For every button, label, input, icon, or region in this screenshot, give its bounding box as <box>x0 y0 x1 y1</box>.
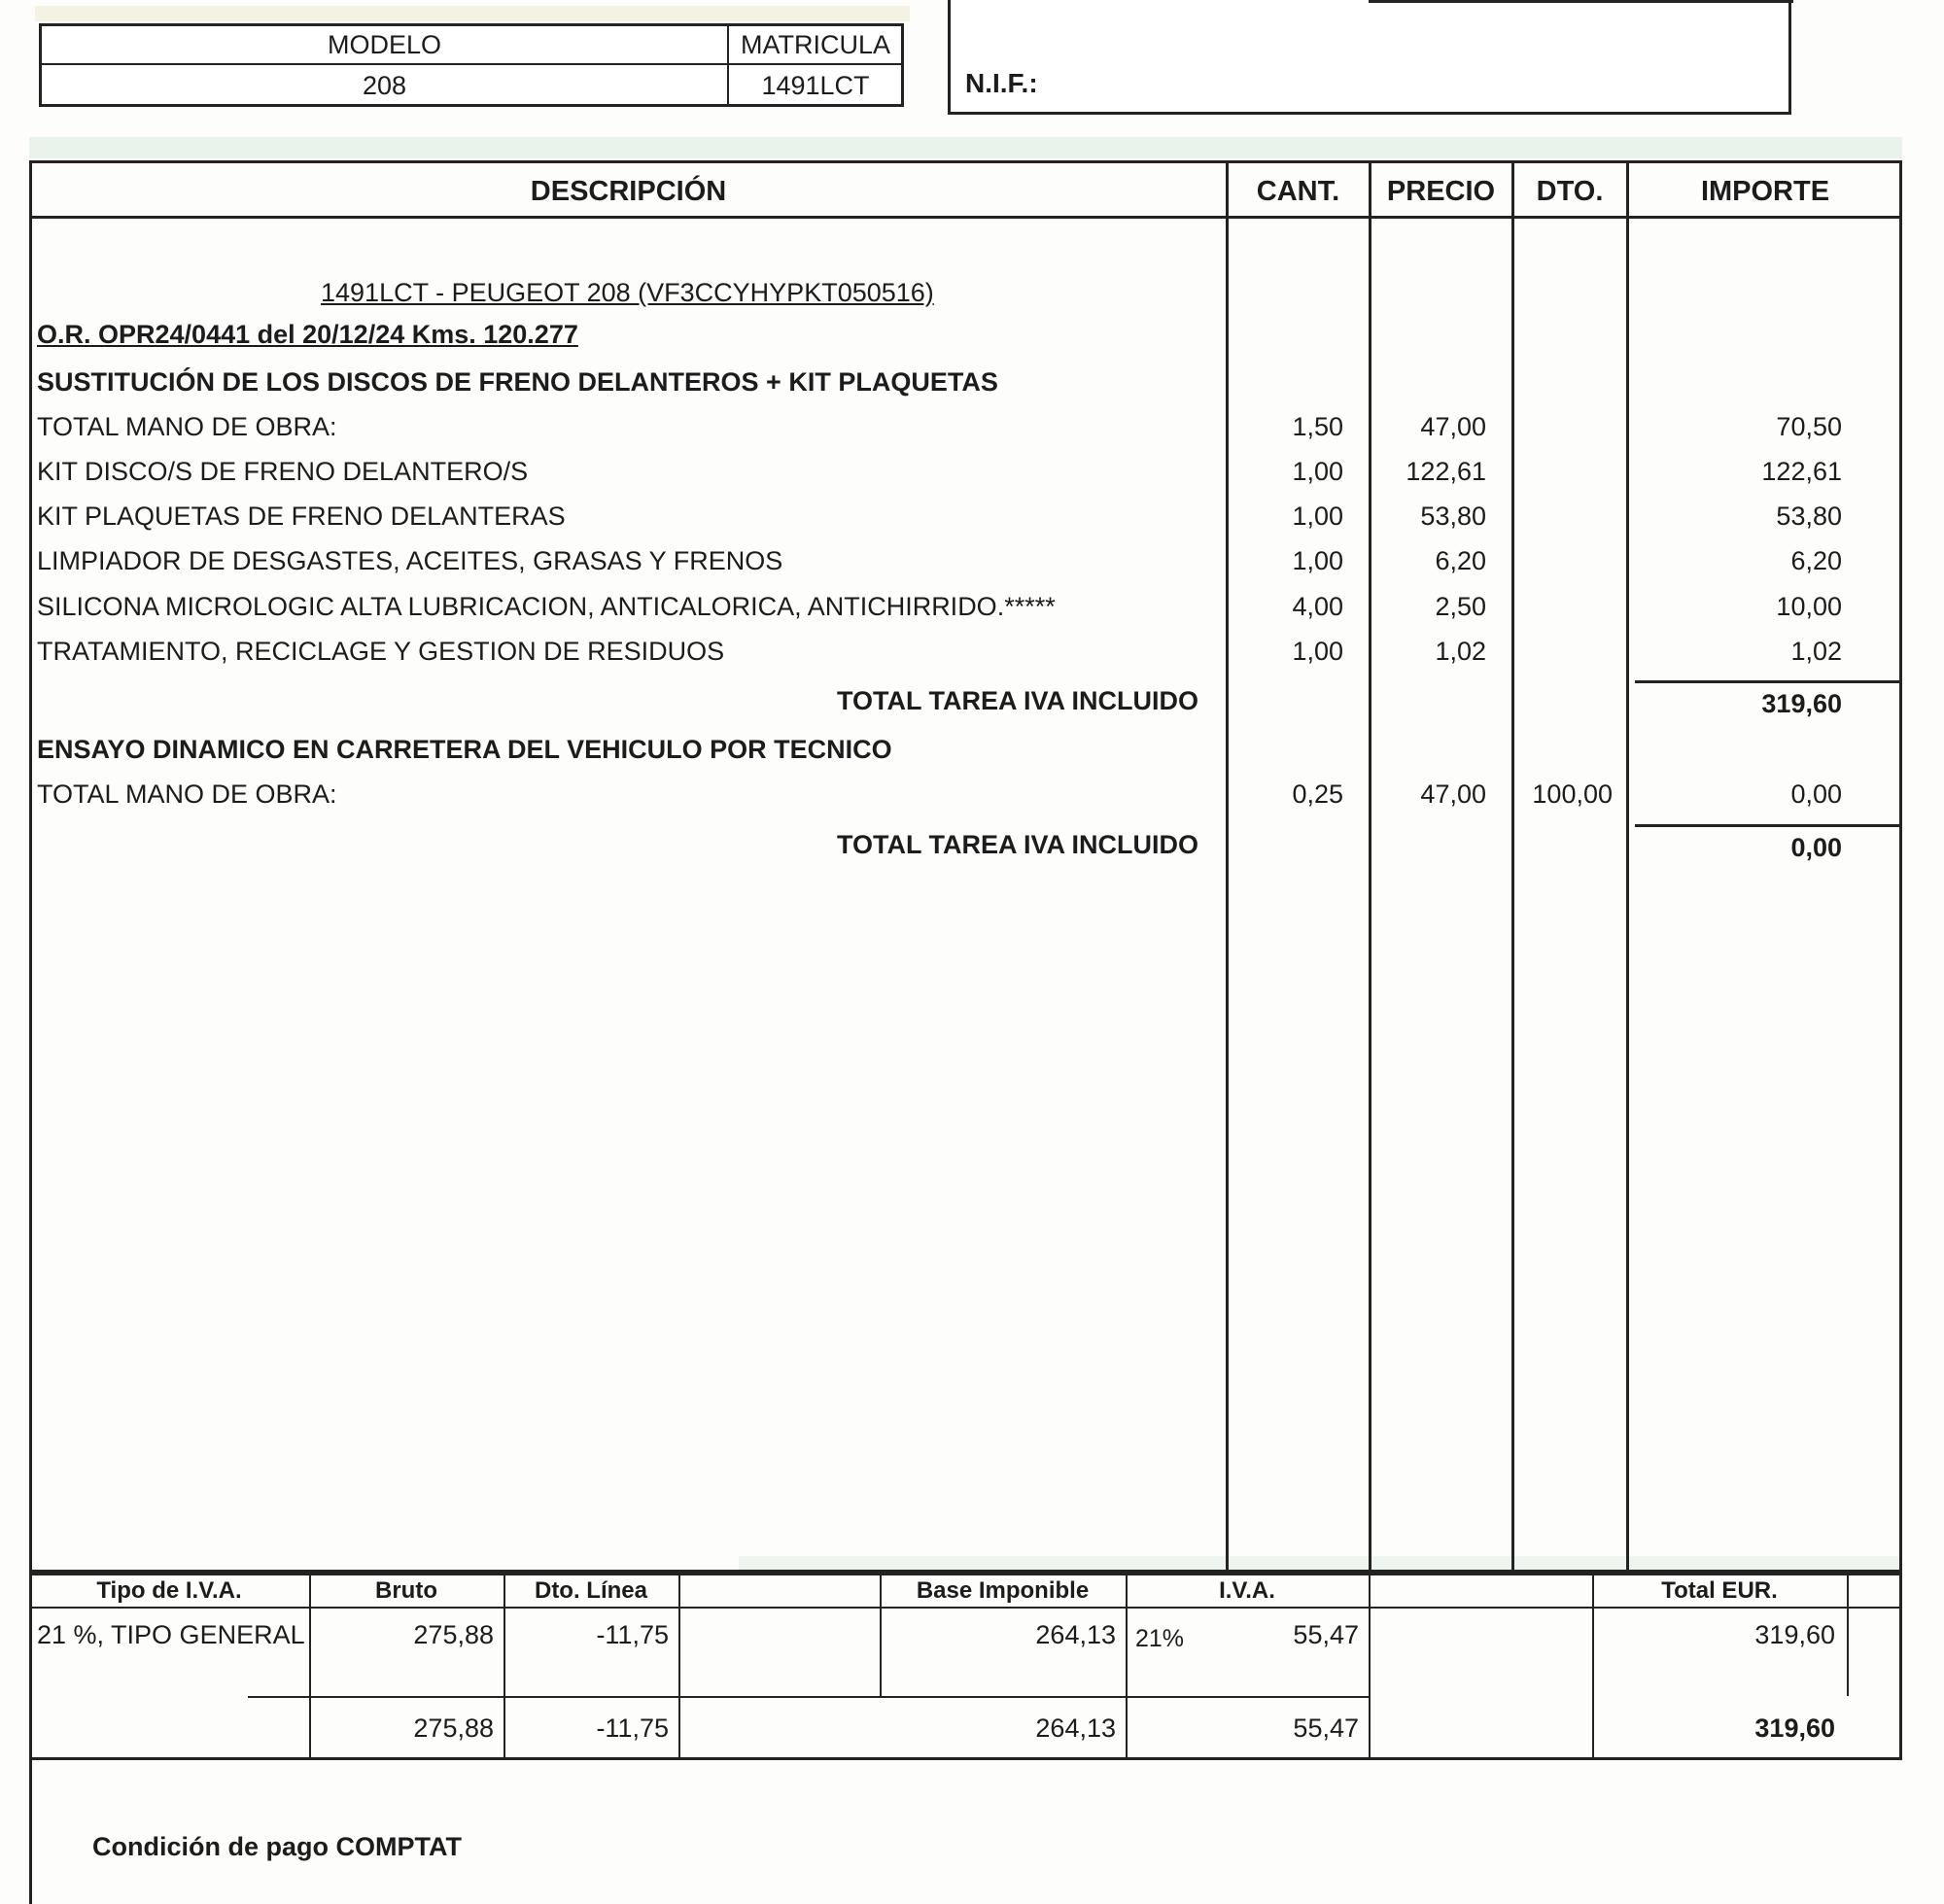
section-title-row <box>29 729 1902 770</box>
line-item-row <box>29 540 1902 581</box>
item-price: 6,20 <box>1435 546 1486 575</box>
task-total-amount: 0,00 <box>1635 824 1902 868</box>
task-total-row <box>29 680 1902 721</box>
col-header-dto: DTO. <box>1536 176 1604 207</box>
header-divider <box>29 216 1902 219</box>
line-item-row <box>29 406 1902 447</box>
item-amount: 1,02 <box>1790 637 1842 666</box>
vat-row-dto-linea: -11,75 <box>596 1620 669 1649</box>
vat-totals-iva: 55,47 <box>1293 1714 1359 1743</box>
item-qty: 0,25 <box>1292 779 1343 809</box>
vehicle-title-line: 1491LCT - PEUGEOT 208 (VF3CCYHYPKT050516) <box>321 278 934 307</box>
item-description: SUSTITUCIÓN DE LOS DISCOS DE FRENO DELANTEROS + KIT PLAQUETAS <box>37 367 998 397</box>
payment-condition: Condición de pago COMPTAT <box>92 1832 462 1861</box>
vat-row-iva: 55,47 <box>1293 1620 1359 1649</box>
item-description: TOTAL MANO DE OBRA: <box>37 779 337 809</box>
vat-header-bruto: Bruto <box>375 1577 437 1604</box>
task-total-row <box>29 824 1902 865</box>
vat-header-base-imponible: Base Imponible <box>916 1577 1090 1604</box>
nif-label: N.I.F.: <box>965 68 1038 98</box>
item-qty: 1,50 <box>1292 412 1343 441</box>
item-qty: 1,00 <box>1292 502 1343 531</box>
vat-header-total-eur: Total EUR. <box>1661 1577 1778 1604</box>
item-qty: 1,00 <box>1292 457 1343 486</box>
border-line <box>29 1573 32 1904</box>
work-order-line: O.R. OPR24/0441 del 20/12/24 Kms. 120.277 <box>37 320 578 349</box>
item-description: KIT PLAQUETAS DE FRENO DELANTERAS <box>37 502 566 531</box>
border-line <box>29 1757 1902 1760</box>
vat-row-total: 319,60 <box>1754 1620 1835 1649</box>
vat-row-base-imponible: 264,13 <box>1035 1620 1116 1649</box>
item-price: 1,02 <box>1435 637 1486 666</box>
line-item-row <box>29 631 1902 672</box>
line-item-row <box>29 774 1902 814</box>
item-qty: 1,00 <box>1292 637 1343 666</box>
vat-totals-dto-linea: -11,75 <box>596 1714 669 1743</box>
column-divider <box>1369 1573 1371 1757</box>
item-amount: 70,50 <box>1776 412 1842 441</box>
modelo-header-cell: MODELO <box>327 30 442 59</box>
item-description: KIT DISCO/S DE FRENO DELANTERO/S <box>37 457 529 486</box>
item-discount: 100,00 <box>1532 779 1613 809</box>
item-description: SILICONA MICROLOGIC ALTA LUBRICACION, ANTICALORICA, ANTICHIRRIDO.***** <box>37 592 1056 621</box>
matricula-header-cell: MATRICULA <box>740 30 890 59</box>
item-price: 2,50 <box>1435 592 1486 621</box>
scan-artifact <box>35 6 910 21</box>
task-total-label: TOTAL TAREA IVA INCLUIDO <box>837 830 1198 859</box>
vat-totals-bruto: 275,88 <box>413 1714 494 1743</box>
task-total-amount: 319,60 <box>1635 680 1902 724</box>
border-line <box>1369 0 1793 3</box>
item-description: ENSAYO DINAMICO EN CARRETERA DEL VEHICULO POR TECNICO <box>37 735 892 764</box>
item-price: 53,80 <box>1420 502 1486 531</box>
column-divider <box>678 1573 680 1757</box>
item-qty: 4,00 <box>1292 592 1343 621</box>
item-price: 47,00 <box>1420 412 1486 441</box>
column-divider <box>1847 1573 1849 1696</box>
item-amount: 122,61 <box>1761 457 1842 486</box>
line-item-row <box>29 586 1902 627</box>
item-amount: 6,20 <box>1790 546 1842 575</box>
item-price: 47,00 <box>1420 779 1486 809</box>
scan-artifact <box>29 137 1902 158</box>
nif-box <box>948 0 1791 115</box>
vat-row-pct: 21% <box>1135 1625 1185 1652</box>
border-line <box>1899 1573 1902 1760</box>
item-qty: 1,00 <box>1292 546 1343 575</box>
item-description: TRATAMIENTO, RECICLAGE Y GESTION DE RESIDUOS <box>37 637 725 666</box>
section-title-row <box>29 362 1902 402</box>
matricula-value-cell: 1491LCT <box>761 71 870 100</box>
vat-totals-base-imponible: 264,13 <box>1035 1714 1116 1743</box>
vat-totals-total: 319,60 <box>1754 1714 1835 1743</box>
line-item-row <box>29 496 1902 537</box>
vat-row-bruto: 275,88 <box>413 1620 494 1649</box>
col-header-precio: PRECIO <box>1386 176 1496 207</box>
vehicle-info-table <box>39 23 904 107</box>
vat-header-tipo: Tipo de I.V.A. <box>96 1577 242 1604</box>
item-price: 122,61 <box>1406 457 1486 486</box>
col-header-cant: CANT. <box>1256 176 1340 207</box>
item-description: TOTAL MANO DE OBRA: <box>37 412 337 441</box>
col-header-descripcion: DESCRIPCIÓN <box>530 176 727 207</box>
vat-header-iva: I.V.A. <box>1219 1577 1275 1604</box>
vat-row-tipo: 21 %, TIPO GENERAL <box>37 1620 305 1649</box>
line-item-row <box>29 451 1902 492</box>
modelo-value-cell: 208 <box>362 71 407 100</box>
item-amount: 53,80 <box>1776 502 1842 531</box>
row-divider <box>248 1696 1371 1698</box>
task-total-label: TOTAL TAREA IVA INCLUIDO <box>837 686 1198 715</box>
col-header-importe: IMPORTE <box>1700 176 1830 207</box>
item-amount: 0,00 <box>1790 779 1842 809</box>
item-amount: 10,00 <box>1776 592 1842 621</box>
vat-header-dto-linea: Dto. Línea <box>534 1577 647 1604</box>
item-description: LIMPIADOR DE DESGASTES, ACEITES, GRASAS Y FRENOS <box>37 546 783 575</box>
